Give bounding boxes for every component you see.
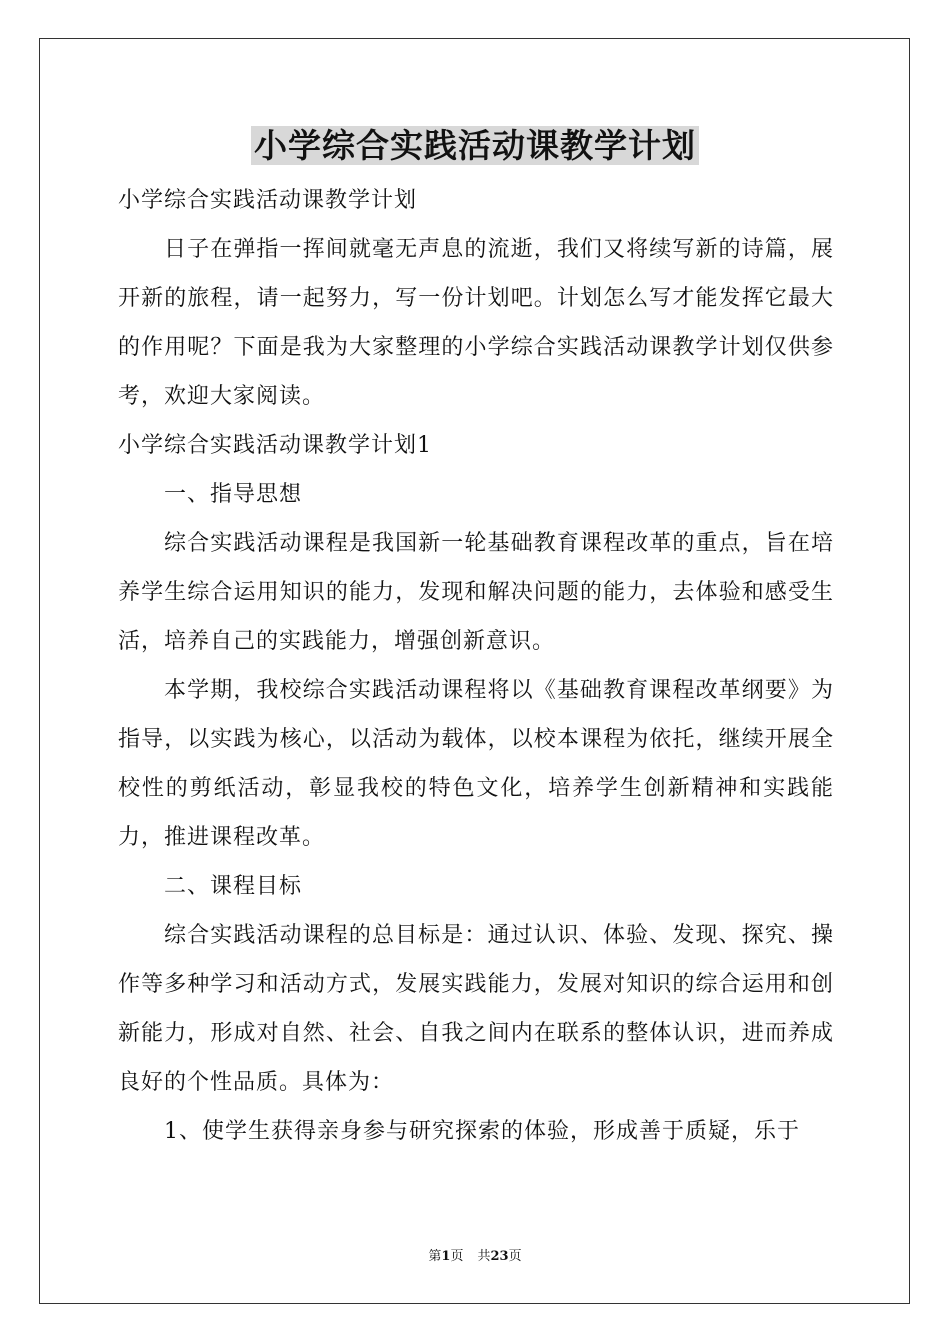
paragraph-7: 综合实践活动课程的总目标是：通过认识、体验、发现、探究、操作等多种学习和活动方式，发展实践能力，发展对知识的综合运用和创新能力，形成对自然、社会、自我之间内在联系的整体认识，进而养成良好的个性品质。具体为：	[118, 923, 834, 1095]
paragraph-6: 二、课程目标	[164, 874, 303, 899]
document-title	[0, 124, 950, 168]
paragraph-8: 1、使学生获得亲身参与研究探索的体验，形成善于质疑，乐于	[164, 1119, 800, 1144]
page-footer	[0, 1248, 950, 1266]
total-pages: 23	[490, 1249, 509, 1264]
paragraph-5: 本学期，我校综合实践活动课程将以《基础教育课程改革纲要》为指导，以实践为核心，以活动为载体，以校本课程为依托，继续开展全校性的剪纸活动，彰显我校的特色文化，培养学生创新精神和实践能力，推进课程改革。	[118, 678, 834, 850]
paragraph-4: 综合实践活动课程是我国新一轮基础教育课程改革的重点，旨在培养学生综合运用知识的能力，发现和解决问题的能力，去体验和感受生活，培养自己的实践能力，增强创新意识。	[118, 531, 834, 654]
paragraph-2: 小学综合实践活动课教学计划1	[118, 433, 432, 458]
page-suffix: 页	[450, 1249, 464, 1264]
document-body	[118, 176, 834, 1156]
document-title-text: 小学综合实践活动课教学计划	[251, 126, 699, 165]
paragraph-1: 日子在弹指一挥间就毫无声息的流逝，我们又将续写新的诗篇，展开新的旅程，请一起努力，写一份计划吧。计划怎么写才能发挥它最大的作用呢？下面是我为大家整理的小学综合实践活动课教学计划仅供参考，欢迎大家阅读。	[118, 237, 834, 409]
paragraph-3: 一、指导思想	[164, 482, 303, 507]
total-suffix: 页	[508, 1249, 522, 1264]
paragraph-0: 小学综合实践活动课教学计划	[118, 188, 418, 213]
page-number: 1	[441, 1249, 451, 1264]
page-prefix: 第	[428, 1249, 442, 1264]
total-prefix: 共	[477, 1249, 491, 1264]
